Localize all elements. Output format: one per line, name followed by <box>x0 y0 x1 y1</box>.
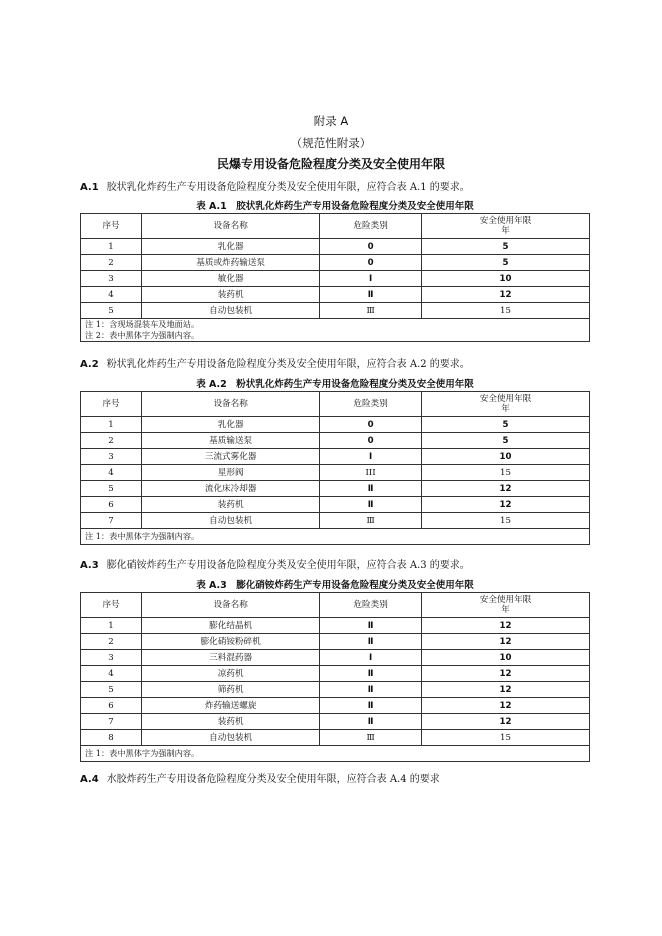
table-a3-caption: 表 A.3 膨化硝铵炸药生产专用设备危险程度分类及安全使用年限 <box>196 580 474 591</box>
cell-category: Ⅱ <box>320 618 422 634</box>
table-note-row <box>81 529 590 545</box>
table-note-row <box>81 746 590 762</box>
cell-category: Ⅰ <box>320 650 422 666</box>
cell-category: Ⅱ <box>320 682 422 698</box>
cell-name: 凉药机 <box>142 666 320 682</box>
header-name: 设备名称 <box>142 392 320 417</box>
cell-name: 乳化器 <box>142 239 320 255</box>
header-name: 设备名称 <box>142 214 320 239</box>
cell-no: 6 <box>81 497 142 513</box>
header-no: 序号 <box>81 214 142 239</box>
cell-category: Ⅱ <box>320 634 422 650</box>
cell-no: 3 <box>81 271 142 287</box>
cell-name: 装药机 <box>142 497 320 513</box>
cell-no: 1 <box>81 239 142 255</box>
cell-category: 0 <box>320 417 422 433</box>
table-note: 注 1：表中黑体字为强制内容。 <box>81 529 590 545</box>
cell-years: 5 <box>422 417 590 433</box>
section-number: A.1 <box>80 182 99 193</box>
table-row <box>81 481 590 497</box>
table-row <box>81 714 590 730</box>
header-no: 序号 <box>81 593 142 618</box>
table-row <box>81 618 590 634</box>
cell-category: Ⅲ <box>320 303 422 319</box>
cell-name: 流化床冷却器 <box>142 481 320 497</box>
cell-years: 10 <box>422 650 590 666</box>
cell-years: 12 <box>422 481 590 497</box>
section-text: 水胶炸药生产专用设备危险程度分类及安全使用年限，应符合表 A.4 的要求 <box>106 774 440 785</box>
cell-name: 敏化器 <box>142 271 320 287</box>
cell-no: 2 <box>81 634 142 650</box>
table-note-row <box>81 319 590 342</box>
cell-name: 三流式雾化器 <box>142 449 320 465</box>
section-number: A.3 <box>80 560 99 571</box>
cell-name: 炸药输送螺旋 <box>142 698 320 714</box>
header-category: 危险类别 <box>320 593 422 618</box>
section-text: 粉状乳化炸药生产专用设备危险程度分类及安全使用年限，应符合表 A.2 的要求。 <box>106 359 470 370</box>
table-row <box>81 650 590 666</box>
header-years: 安全使用年限 年 <box>422 392 590 417</box>
cell-no: 2 <box>81 433 142 449</box>
cell-years: 12 <box>422 666 590 682</box>
table-row <box>81 513 590 529</box>
table-a1-caption: 表 A.1 胶状乳化炸药生产专用设备危险程度分类及安全使用年限 <box>196 201 474 212</box>
cell-no: 4 <box>81 666 142 682</box>
cell-years: 5 <box>422 255 590 271</box>
cell-category: Ⅲ <box>320 513 422 529</box>
cell-category: Ⅱ <box>320 666 422 682</box>
table-row <box>81 666 590 682</box>
cell-years: 15 <box>422 730 590 746</box>
table-header-row <box>81 593 590 618</box>
cell-category: Ⅱ <box>320 481 422 497</box>
header-name: 设备名称 <box>142 593 320 618</box>
table-row <box>81 682 590 698</box>
table-row <box>81 465 590 481</box>
cell-no: 7 <box>81 714 142 730</box>
section-number: A.2 <box>80 359 99 370</box>
cell-name: 装药机 <box>142 287 320 303</box>
cell-years: 12 <box>422 618 590 634</box>
appendix-heading: 民爆专用设备危险程度分类及安全使用年限 <box>216 157 445 171</box>
table-a3 <box>80 592 590 762</box>
cell-no: 2 <box>81 255 142 271</box>
cell-name: 基质输送泵 <box>142 433 320 449</box>
appendix-type: （规范性附录） <box>290 136 372 150</box>
table-row <box>81 730 590 746</box>
cell-years: 15 <box>422 465 590 481</box>
header-category: 危险类别 <box>320 214 422 239</box>
header-years: 安全使用年限 年 <box>422 593 590 618</box>
cell-years: 15 <box>422 303 590 319</box>
section-a2-paragraph <box>80 355 470 370</box>
cell-name: 基质或炸药输送泵 <box>142 255 320 271</box>
table-row <box>81 255 590 271</box>
header-no: 序号 <box>81 392 142 417</box>
cell-years: 5 <box>422 239 590 255</box>
section-a3-paragraph <box>80 556 470 571</box>
cell-no: 3 <box>81 650 142 666</box>
cell-no: 1 <box>81 417 142 433</box>
section-a1-paragraph <box>80 178 470 193</box>
cell-years: 10 <box>422 271 590 287</box>
table-a1 <box>80 213 590 342</box>
cell-name: 筛药机 <box>142 682 320 698</box>
table-row <box>81 449 590 465</box>
cell-category: 0 <box>320 239 422 255</box>
cell-years: 12 <box>422 287 590 303</box>
cell-category: Ⅱ <box>320 698 422 714</box>
cell-name: 装药机 <box>142 714 320 730</box>
table-row <box>81 271 590 287</box>
cell-no: 4 <box>81 287 142 303</box>
cell-years: 12 <box>422 682 590 698</box>
table-note: 注 1：表中黑体字为强制内容。 <box>81 746 590 762</box>
table-row <box>81 433 590 449</box>
cell-category: Ⅲ <box>320 730 422 746</box>
cell-years: 12 <box>422 698 590 714</box>
cell-name: 膨化结晶机 <box>142 618 320 634</box>
table-note: 注 1：含现场混装车及地面站。 注 2：表中黑体字为强制内容。 <box>81 319 590 342</box>
cell-category: 0 <box>320 433 422 449</box>
cell-name: 星形阀 <box>142 465 320 481</box>
cell-name: 三料混药器 <box>142 650 320 666</box>
cell-name: 自动包装机 <box>142 730 320 746</box>
cell-category: Ⅱ <box>320 287 422 303</box>
table-row <box>81 417 590 433</box>
cell-no: 7 <box>81 513 142 529</box>
cell-no: 8 <box>81 730 142 746</box>
cell-no: 1 <box>81 618 142 634</box>
table-row <box>81 698 590 714</box>
section-text: 胶状乳化炸药生产专用设备危险程度分类及安全使用年限，应符合表 A.1 的要求。 <box>106 182 470 193</box>
table-row <box>81 634 590 650</box>
cell-years: 12 <box>422 497 590 513</box>
cell-years: 12 <box>422 634 590 650</box>
cell-category: Ⅱ <box>320 714 422 730</box>
table-row <box>81 497 590 513</box>
cell-no: 6 <box>81 698 142 714</box>
header-category: 危险类别 <box>320 392 422 417</box>
cell-category: Ⅰ <box>320 449 422 465</box>
table-a2 <box>80 391 590 545</box>
cell-years: 15 <box>422 513 590 529</box>
cell-no: 5 <box>81 303 142 319</box>
section-a4-paragraph <box>80 770 440 785</box>
header-years: 安全使用年限 年 <box>422 214 590 239</box>
table-a2-caption: 表 A.2 粉状乳化炸药生产专用设备危险程度分类及安全使用年限 <box>196 379 474 390</box>
table-header-row <box>81 392 590 417</box>
table-row <box>81 239 590 255</box>
cell-years: 5 <box>422 433 590 449</box>
cell-no: 3 <box>81 449 142 465</box>
cell-name: 乳化器 <box>142 417 320 433</box>
cell-name: 膨化硝铵粉碎机 <box>142 634 320 650</box>
cell-no: 5 <box>81 682 142 698</box>
table-header-row <box>81 214 590 239</box>
cell-no: 5 <box>81 481 142 497</box>
cell-no: 4 <box>81 465 142 481</box>
cell-category: Ⅰ <box>320 271 422 287</box>
cell-category: III <box>320 465 422 481</box>
cell-name: 自动包装机 <box>142 303 320 319</box>
appendix-title: 附录 A <box>313 114 349 128</box>
cell-name: 自动包装机 <box>142 513 320 529</box>
table-row <box>81 287 590 303</box>
cell-category: Ⅱ <box>320 497 422 513</box>
cell-years: 10 <box>422 449 590 465</box>
section-number: A.4 <box>80 774 99 785</box>
table-row <box>81 303 590 319</box>
cell-years: 12 <box>422 714 590 730</box>
cell-category: 0 <box>320 255 422 271</box>
section-text: 膨化硝铵炸药生产专用设备危险程度分类及安全使用年限，应符合表 A.3 的要求。 <box>106 560 470 571</box>
